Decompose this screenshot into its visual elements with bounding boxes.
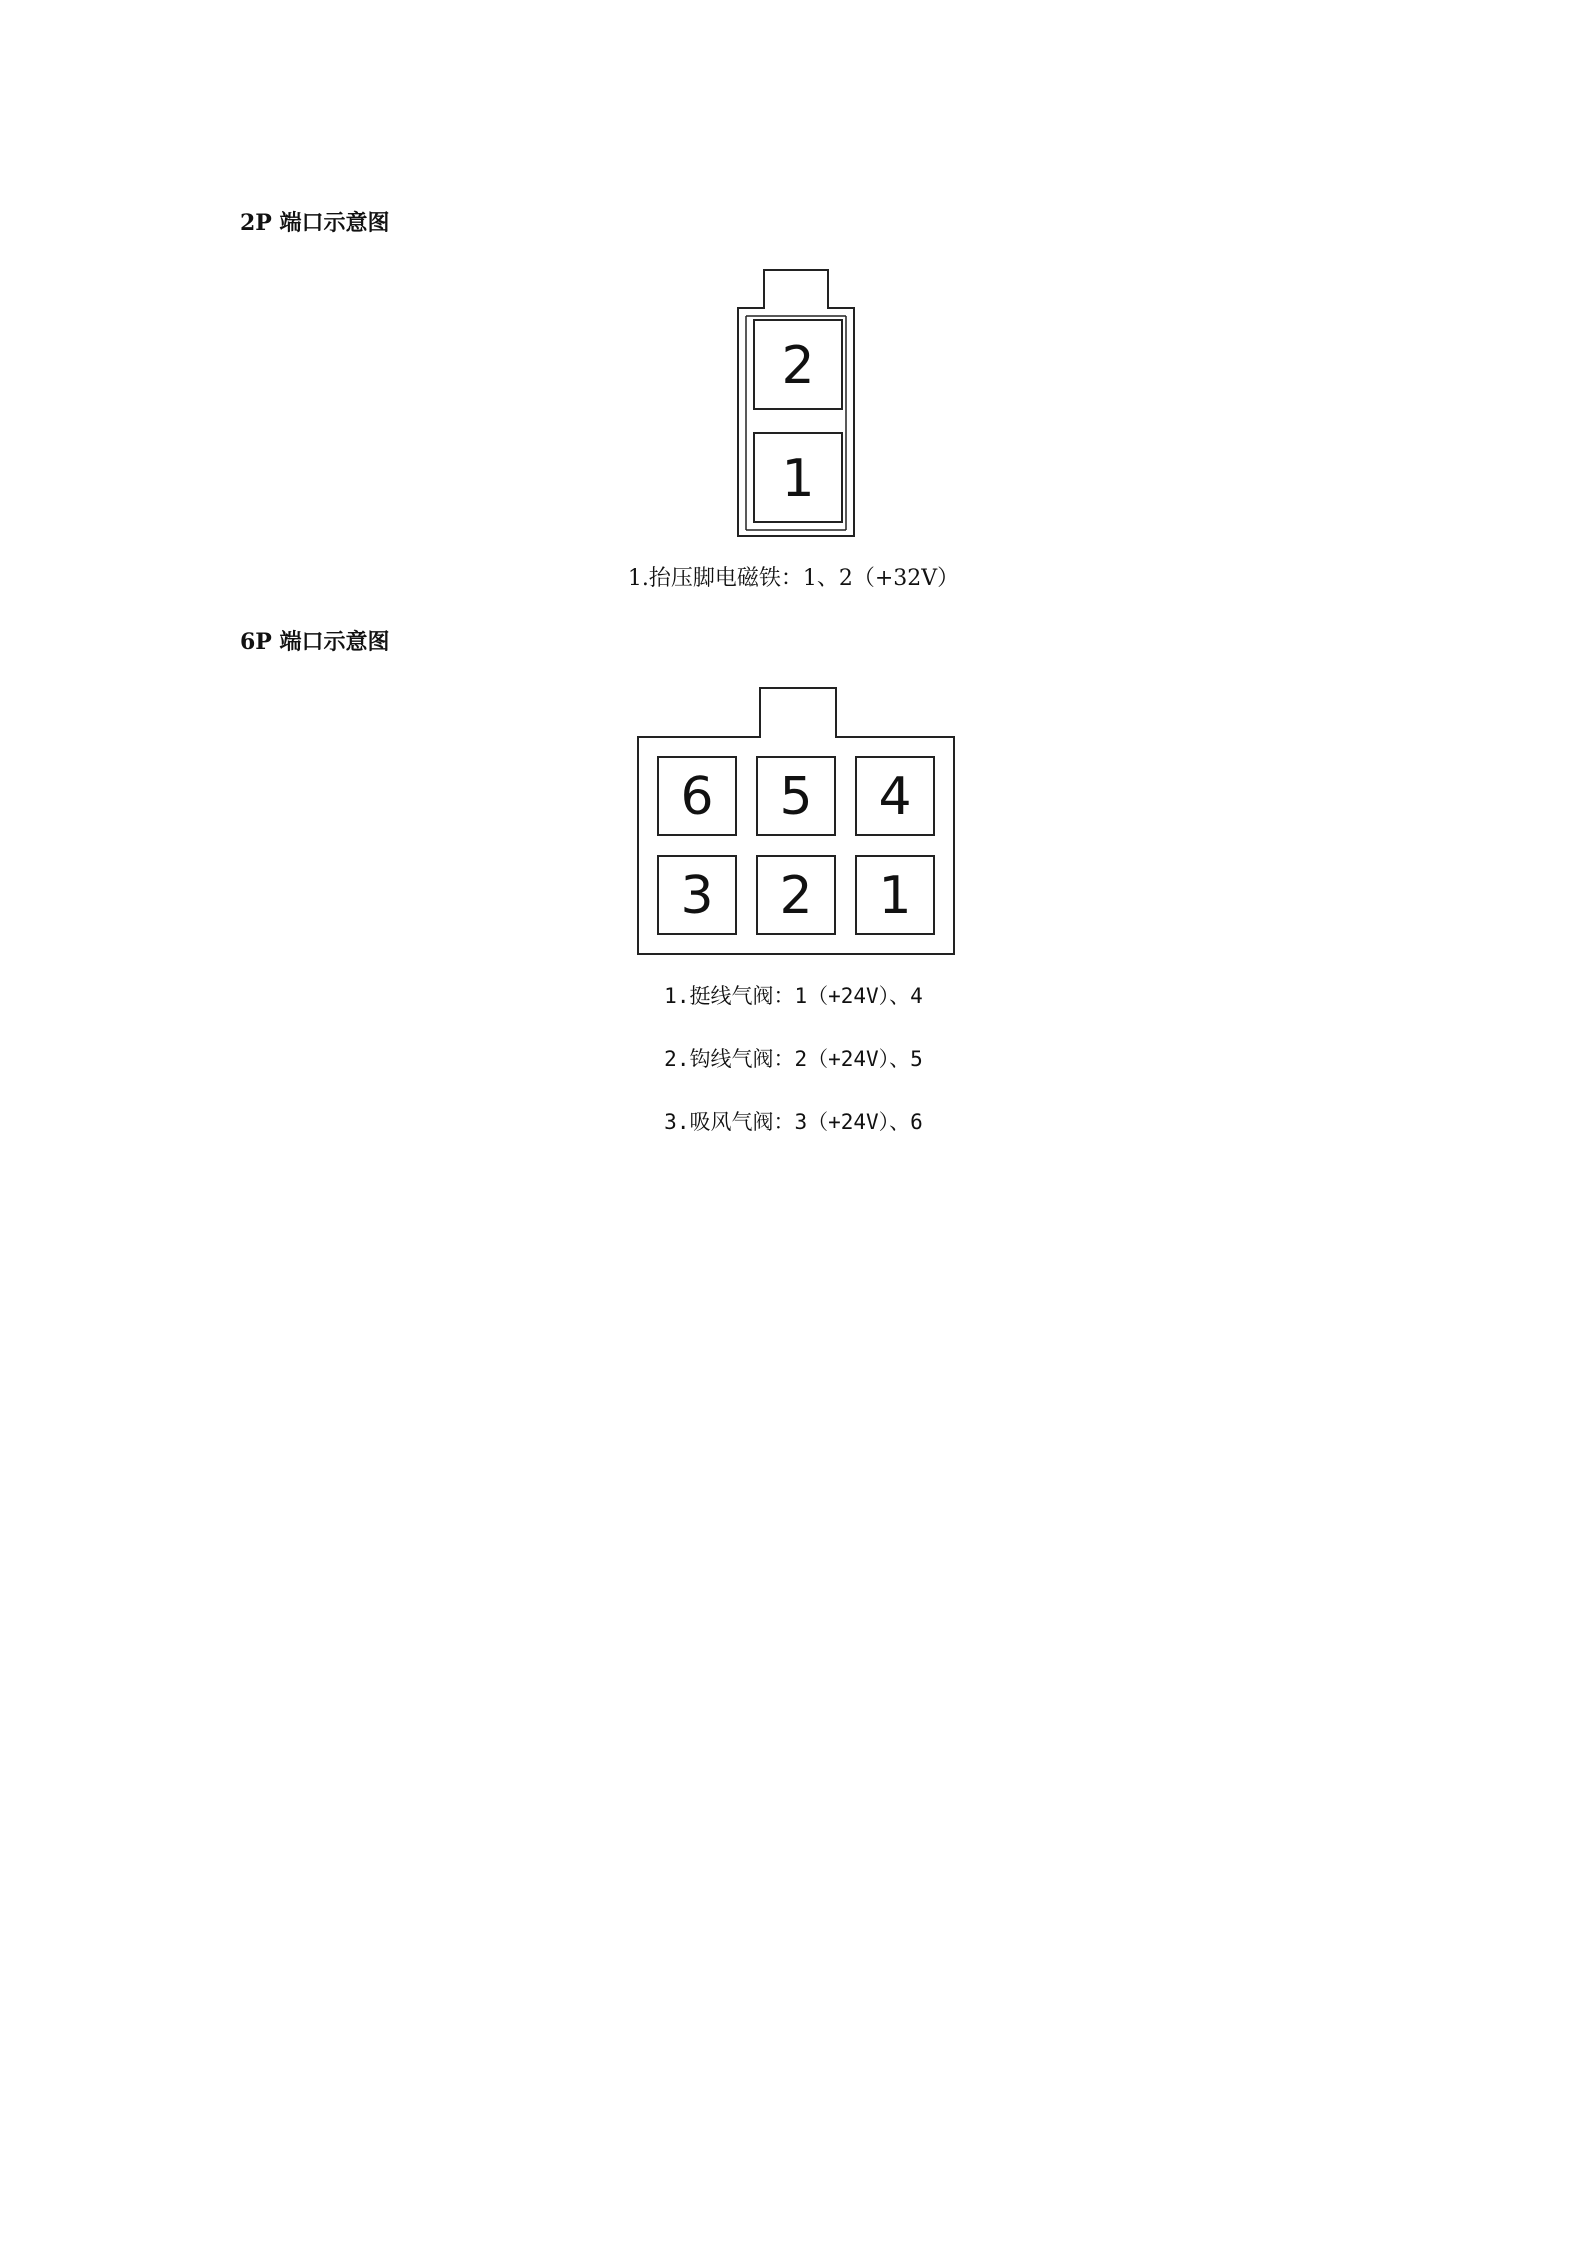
caption-2p-pin-assignment: 1.抬压脚电磁铁：1、2（+32V） xyxy=(627,566,960,591)
pin-2p-top-label: 2 xyxy=(781,336,815,396)
heading-2p-port: 2P 端口示意图 xyxy=(240,210,390,236)
pin-6p-bottom-left-label: 3 xyxy=(680,866,714,926)
caption-6p-valve-1: 1.挺线气阀：1（+24V）、4 xyxy=(664,984,923,1008)
pin-2p-bottom-label: 1 xyxy=(781,449,815,509)
caption-6p-valve-2: 2.钩线气阀：2（+24V）、5 xyxy=(664,1047,923,1071)
pin-6p-top-right-label: 4 xyxy=(878,767,912,827)
connector-6p-diagram xyxy=(636,686,956,956)
pin-6p-bottom-right-label: 1 xyxy=(878,866,912,926)
pin-6p-bottom-middle-label: 2 xyxy=(779,866,813,926)
connector-2p-diagram xyxy=(736,268,856,538)
pin-6p-top-left-label: 6 xyxy=(680,767,714,827)
pin-6p-top-middle-label: 5 xyxy=(779,767,813,827)
caption-6p-valve-3: 3.吸风气阀：3（+24V）、6 xyxy=(664,1110,923,1134)
heading-6p-port: 6P 端口示意图 xyxy=(240,629,390,655)
